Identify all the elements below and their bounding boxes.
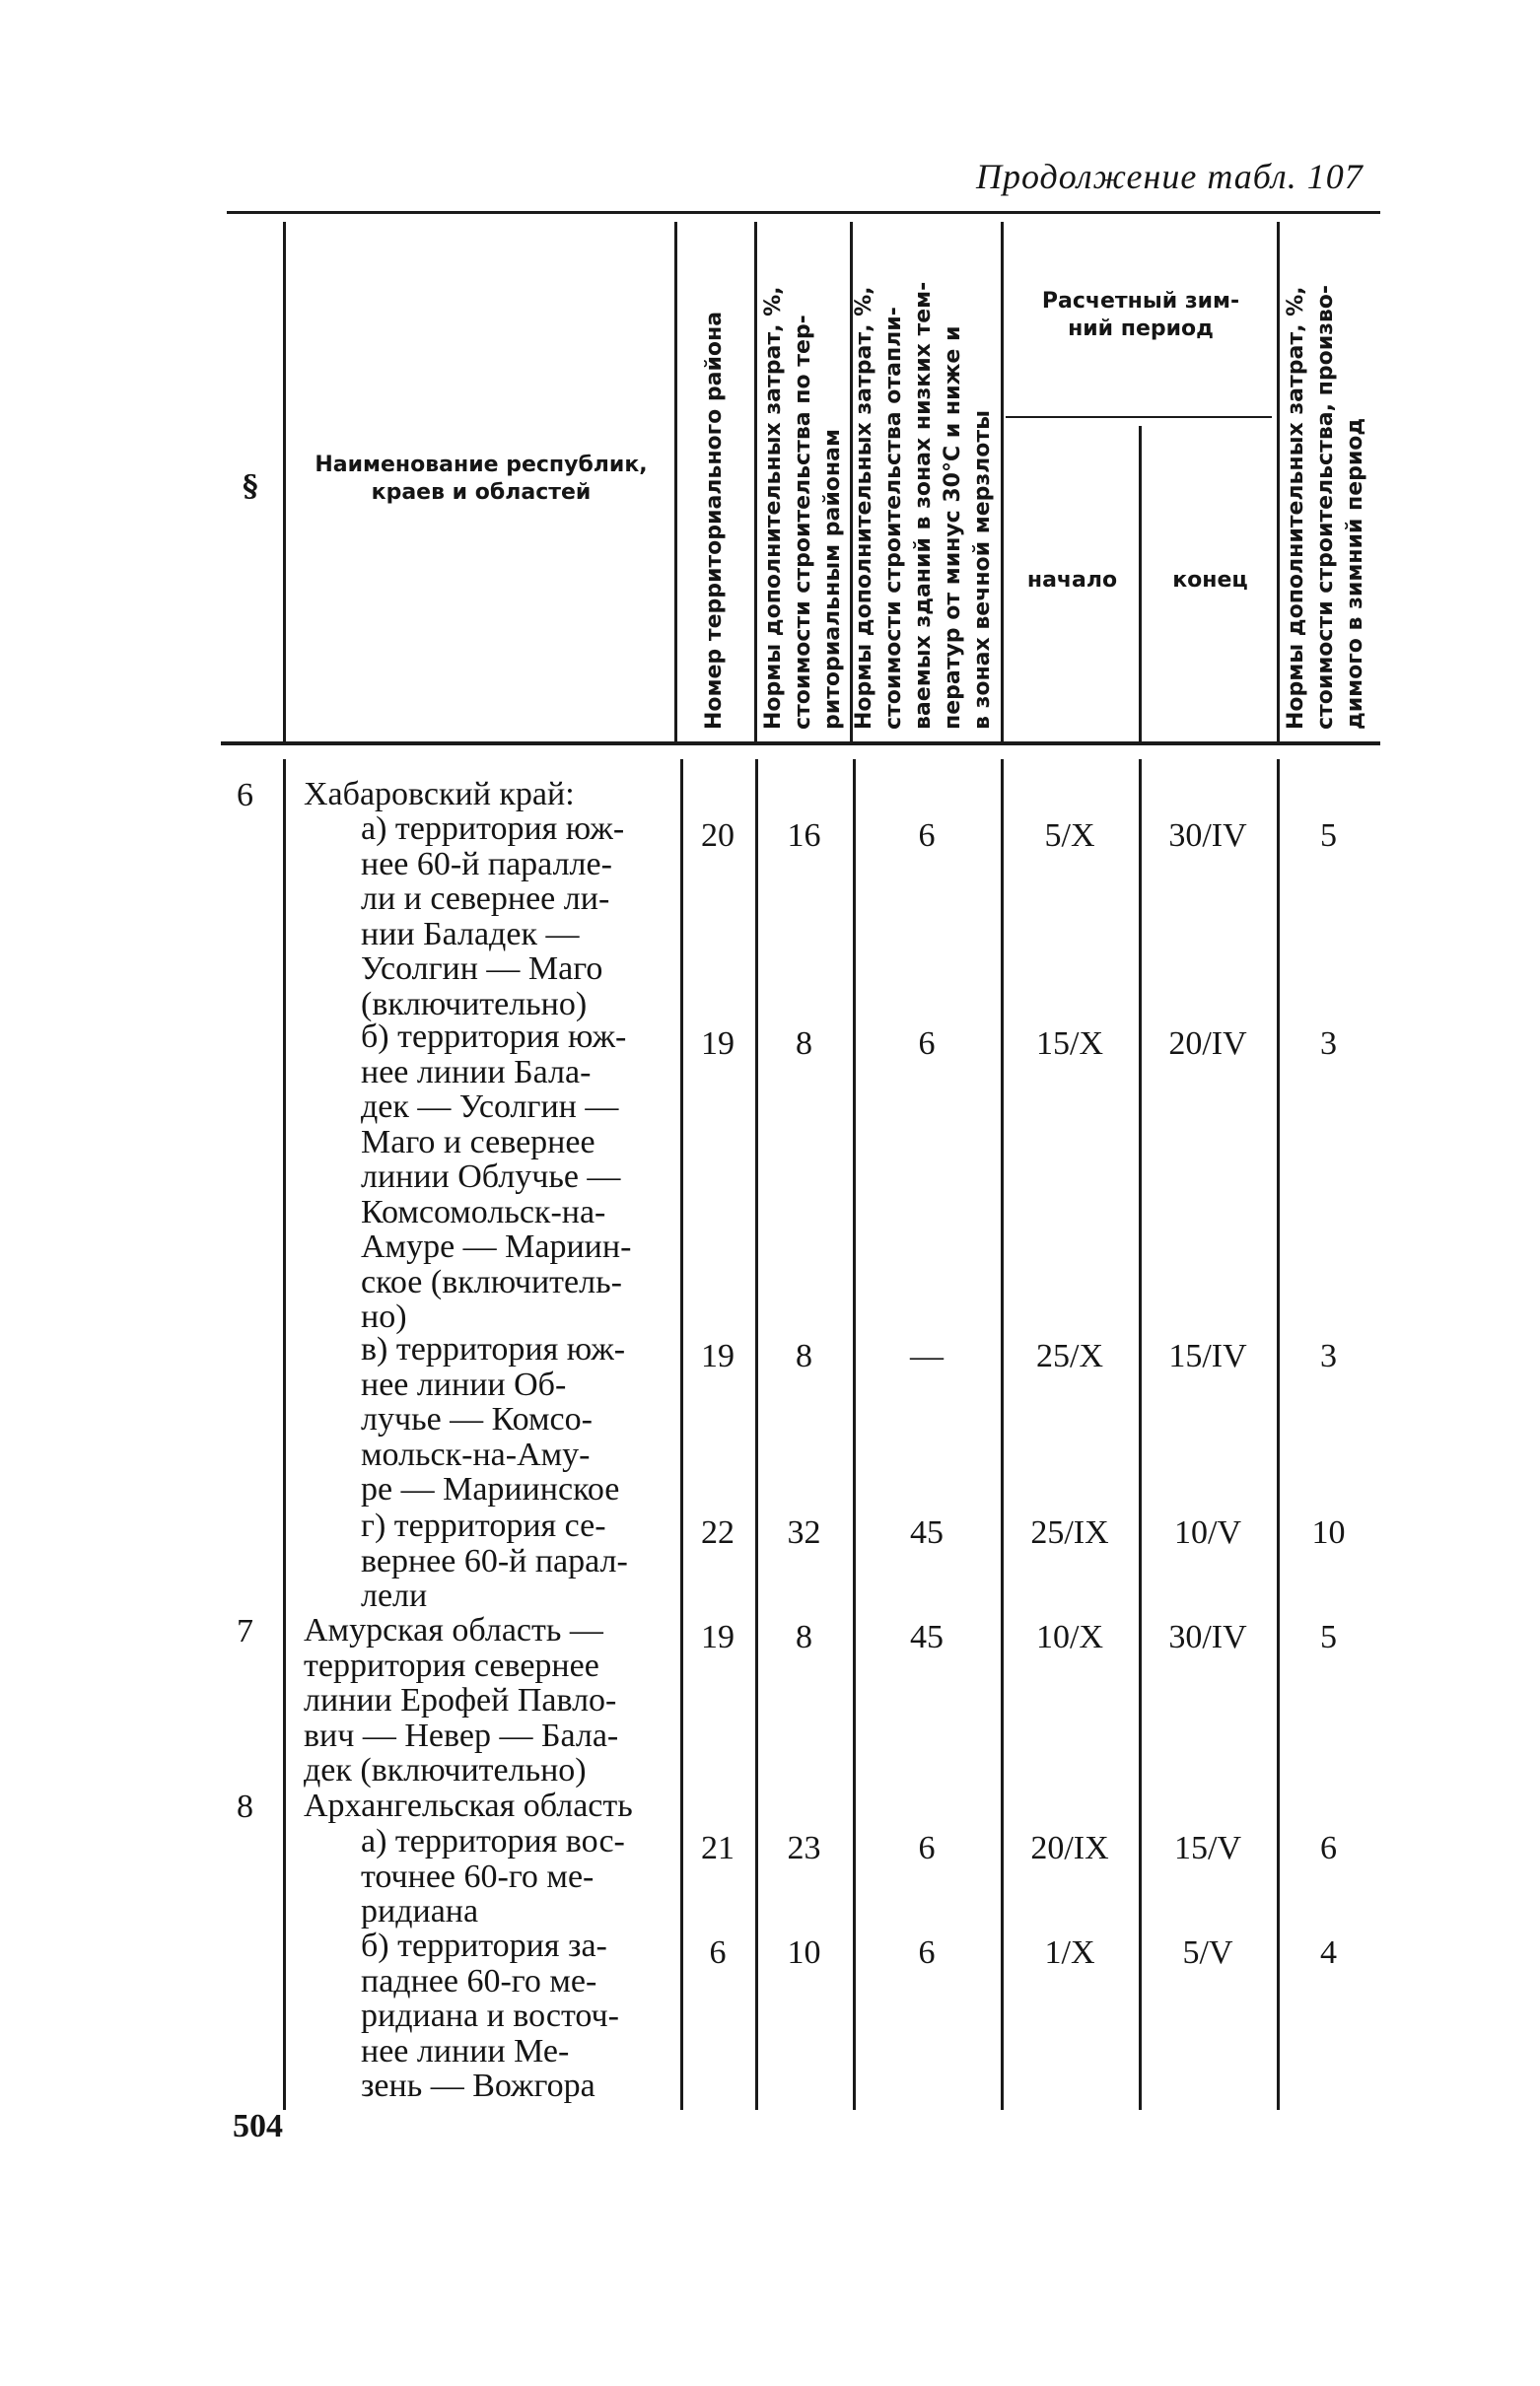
row-name-line: нее линии Бала- <box>361 1053 592 1090</box>
cell-end: 5/V <box>1182 1934 1233 1971</box>
cell-norm2: 45 <box>910 1514 944 1551</box>
cell-zone: 20 <box>701 817 735 854</box>
row-name-line: но) <box>361 1298 407 1335</box>
row-name-line: б) территория юж- <box>361 1018 627 1055</box>
row-name-line: ридиана <box>361 1893 479 1930</box>
page-number: 504 <box>233 2108 283 2144</box>
cell-zone: 19 <box>701 1619 735 1655</box>
cell-norm1: 10 <box>787 1934 821 1971</box>
row-name <box>304 1509 668 1614</box>
row-name <box>304 1332 668 1508</box>
row-section-number: 7 <box>237 1613 253 1649</box>
col-divider <box>1139 426 1142 741</box>
cell-end: 30/IV <box>1168 817 1247 854</box>
row-name-line: ридиана и восточ- <box>361 1998 619 2034</box>
row-name-line: точнее 60-го ме- <box>361 1858 595 1895</box>
col-divider <box>853 759 856 2110</box>
row-name-line: нее 60-й паралле- <box>361 845 612 882</box>
cell-end: 20/IV <box>1168 1025 1247 1062</box>
row-name-line: вернее 60-й парал- <box>361 1542 628 1579</box>
row-name-line: лучье — Комсо- <box>361 1401 593 1438</box>
cell-norm1: 16 <box>787 817 821 854</box>
row-name-line: ре — Мариинское <box>361 1471 620 1508</box>
cell-norm3: 5 <box>1320 817 1337 854</box>
cell-norm3: 6 <box>1320 1830 1337 1866</box>
header-col-zone: Номер территориального района <box>702 311 727 730</box>
cell-norm2: 6 <box>918 1830 936 1866</box>
cell-end: 30/IV <box>1168 1619 1247 1655</box>
col-divider <box>1277 759 1280 2110</box>
header-col-period: Расчетный зим- ний период <box>1041 289 1240 341</box>
cell-start: 25/IX <box>1030 1514 1109 1551</box>
row-name <box>304 777 668 812</box>
header-col-name: Наименование республик, краев и областей <box>315 453 648 505</box>
cell-zone: 19 <box>701 1025 735 1062</box>
header-col-end: конец <box>1172 568 1248 593</box>
cell-norm3: 5 <box>1320 1619 1337 1655</box>
cell-norm2: 6 <box>918 817 936 854</box>
row-name-line: б) территория за- <box>361 1928 607 1964</box>
row-name-line: паднее 60-го ме- <box>361 1962 597 2000</box>
row-name-line: а) территория юж- <box>361 810 625 847</box>
cell-norm1: 23 <box>787 1830 821 1866</box>
row-name-line: линии Ерофей Павло- <box>304 1682 617 1719</box>
row-name-line: территория севернее <box>304 1647 599 1684</box>
row-name <box>304 1929 668 2104</box>
row-name-line: а) территория вос- <box>361 1823 625 1860</box>
header-col-norm-winter: Нормы дополнительных затрат, %, стоимости строительства, произво- димого в зимний период <box>1284 284 1367 730</box>
cell-start: 5/X <box>1044 817 1095 854</box>
header-col-norm-territory: Нормы дополнительных затрат, %, стоимости строительства по тер- риториальным районам <box>761 286 845 730</box>
cell-norm2: — <box>910 1338 944 1374</box>
col-divider <box>1001 222 1004 741</box>
cell-start: 1/X <box>1044 1934 1095 1971</box>
row-name-line: вич — Невер — Бала- <box>304 1717 619 1754</box>
row-name-line: Амурская область — <box>304 1612 603 1649</box>
row-name-line: в) территория юж- <box>361 1331 626 1368</box>
cell-norm3: 10 <box>1311 1514 1346 1551</box>
row-name-line: ское (включитель- <box>361 1263 622 1300</box>
cell-norm2: 6 <box>918 1025 936 1062</box>
row-section-number: 8 <box>237 1789 253 1825</box>
header-col-start: начало <box>1026 568 1118 593</box>
cell-norm3: 3 <box>1320 1025 1337 1062</box>
row-name <box>304 1789 668 1824</box>
row-name-line: дек (включительно) <box>304 1752 587 1789</box>
row-name <box>304 1613 668 1789</box>
cell-norm1: 8 <box>796 1025 812 1062</box>
row-name-line: (включительно) <box>361 985 588 1022</box>
cell-end: 10/V <box>1174 1514 1241 1551</box>
cell-start: 20/IX <box>1030 1830 1109 1866</box>
table-top-rule <box>227 211 1380 214</box>
cell-end: 15/IV <box>1168 1338 1247 1374</box>
col-divider <box>1277 222 1280 741</box>
row-name-line: Комсомольск-на- <box>361 1193 606 1230</box>
row-name-line: ли и севернее ли- <box>361 880 610 917</box>
cell-norm1: 8 <box>796 1619 812 1655</box>
row-section-number: 6 <box>237 777 253 813</box>
cell-norm1: 8 <box>796 1338 812 1374</box>
period-split-rule <box>1006 416 1272 418</box>
col-divider <box>674 222 677 741</box>
cell-zone: 22 <box>701 1514 735 1551</box>
header-col-num: § <box>243 469 258 504</box>
row-name-line: нее линии Об- <box>361 1366 567 1403</box>
col-divider <box>755 759 758 2110</box>
row-name-line: зень — Вожгора <box>361 2068 595 2104</box>
row-name-line: Маго и севернее <box>361 1123 595 1160</box>
row-name-line: Усолгин — Маго <box>361 950 603 987</box>
cell-zone: 6 <box>709 1934 727 1971</box>
row-name-line: дек — Усолгин — <box>361 1088 619 1125</box>
row-name-line: линии Облучье — <box>361 1158 621 1195</box>
cell-zone: 19 <box>701 1338 735 1374</box>
col-divider <box>1001 759 1004 2110</box>
col-divider <box>283 222 286 741</box>
row-name-line: лели <box>361 1578 428 1614</box>
header-bottom-rule <box>221 741 1380 745</box>
col-divider <box>754 222 757 741</box>
row-name-line: нее линии Ме- <box>361 2032 570 2070</box>
col-divider <box>1139 759 1142 2110</box>
cell-start: 25/X <box>1036 1338 1103 1374</box>
cell-norm3: 3 <box>1320 1338 1337 1374</box>
col-divider <box>283 759 286 2110</box>
cell-norm2: 6 <box>918 1934 936 1971</box>
cell-zone: 21 <box>701 1830 735 1866</box>
cell-start: 10/X <box>1036 1619 1103 1655</box>
cell-start: 15/X <box>1036 1025 1103 1062</box>
cell-end: 15/V <box>1174 1830 1241 1866</box>
cell-norm1: 32 <box>787 1514 821 1551</box>
row-name <box>304 811 668 1021</box>
row-name-line: нии Баладек — <box>361 915 580 952</box>
row-name <box>304 1019 668 1335</box>
header-col-norm-heat: Нормы дополнительных затрат, %, стоимости строительства отапли- ваемых зданий в зонах низких тем- ператур от минус 30°С и ниже и в зонах вечной мерзлоты <box>852 281 995 730</box>
row-name <box>304 1824 668 1930</box>
row-name-line: Амуре — Мариин- <box>361 1228 632 1265</box>
row-name-line: Архангельская область <box>304 1788 633 1824</box>
table-caption: Продолжение табл. 107 <box>976 157 1364 196</box>
cell-norm3: 4 <box>1320 1934 1337 1971</box>
row-name-line: г) территория се- <box>361 1508 606 1544</box>
cell-norm2: 45 <box>910 1619 944 1655</box>
col-divider <box>680 759 683 2110</box>
row-name-line: Хабаровский край: <box>304 776 575 812</box>
row-name-line: мольск-на-Аму- <box>361 1436 591 1473</box>
